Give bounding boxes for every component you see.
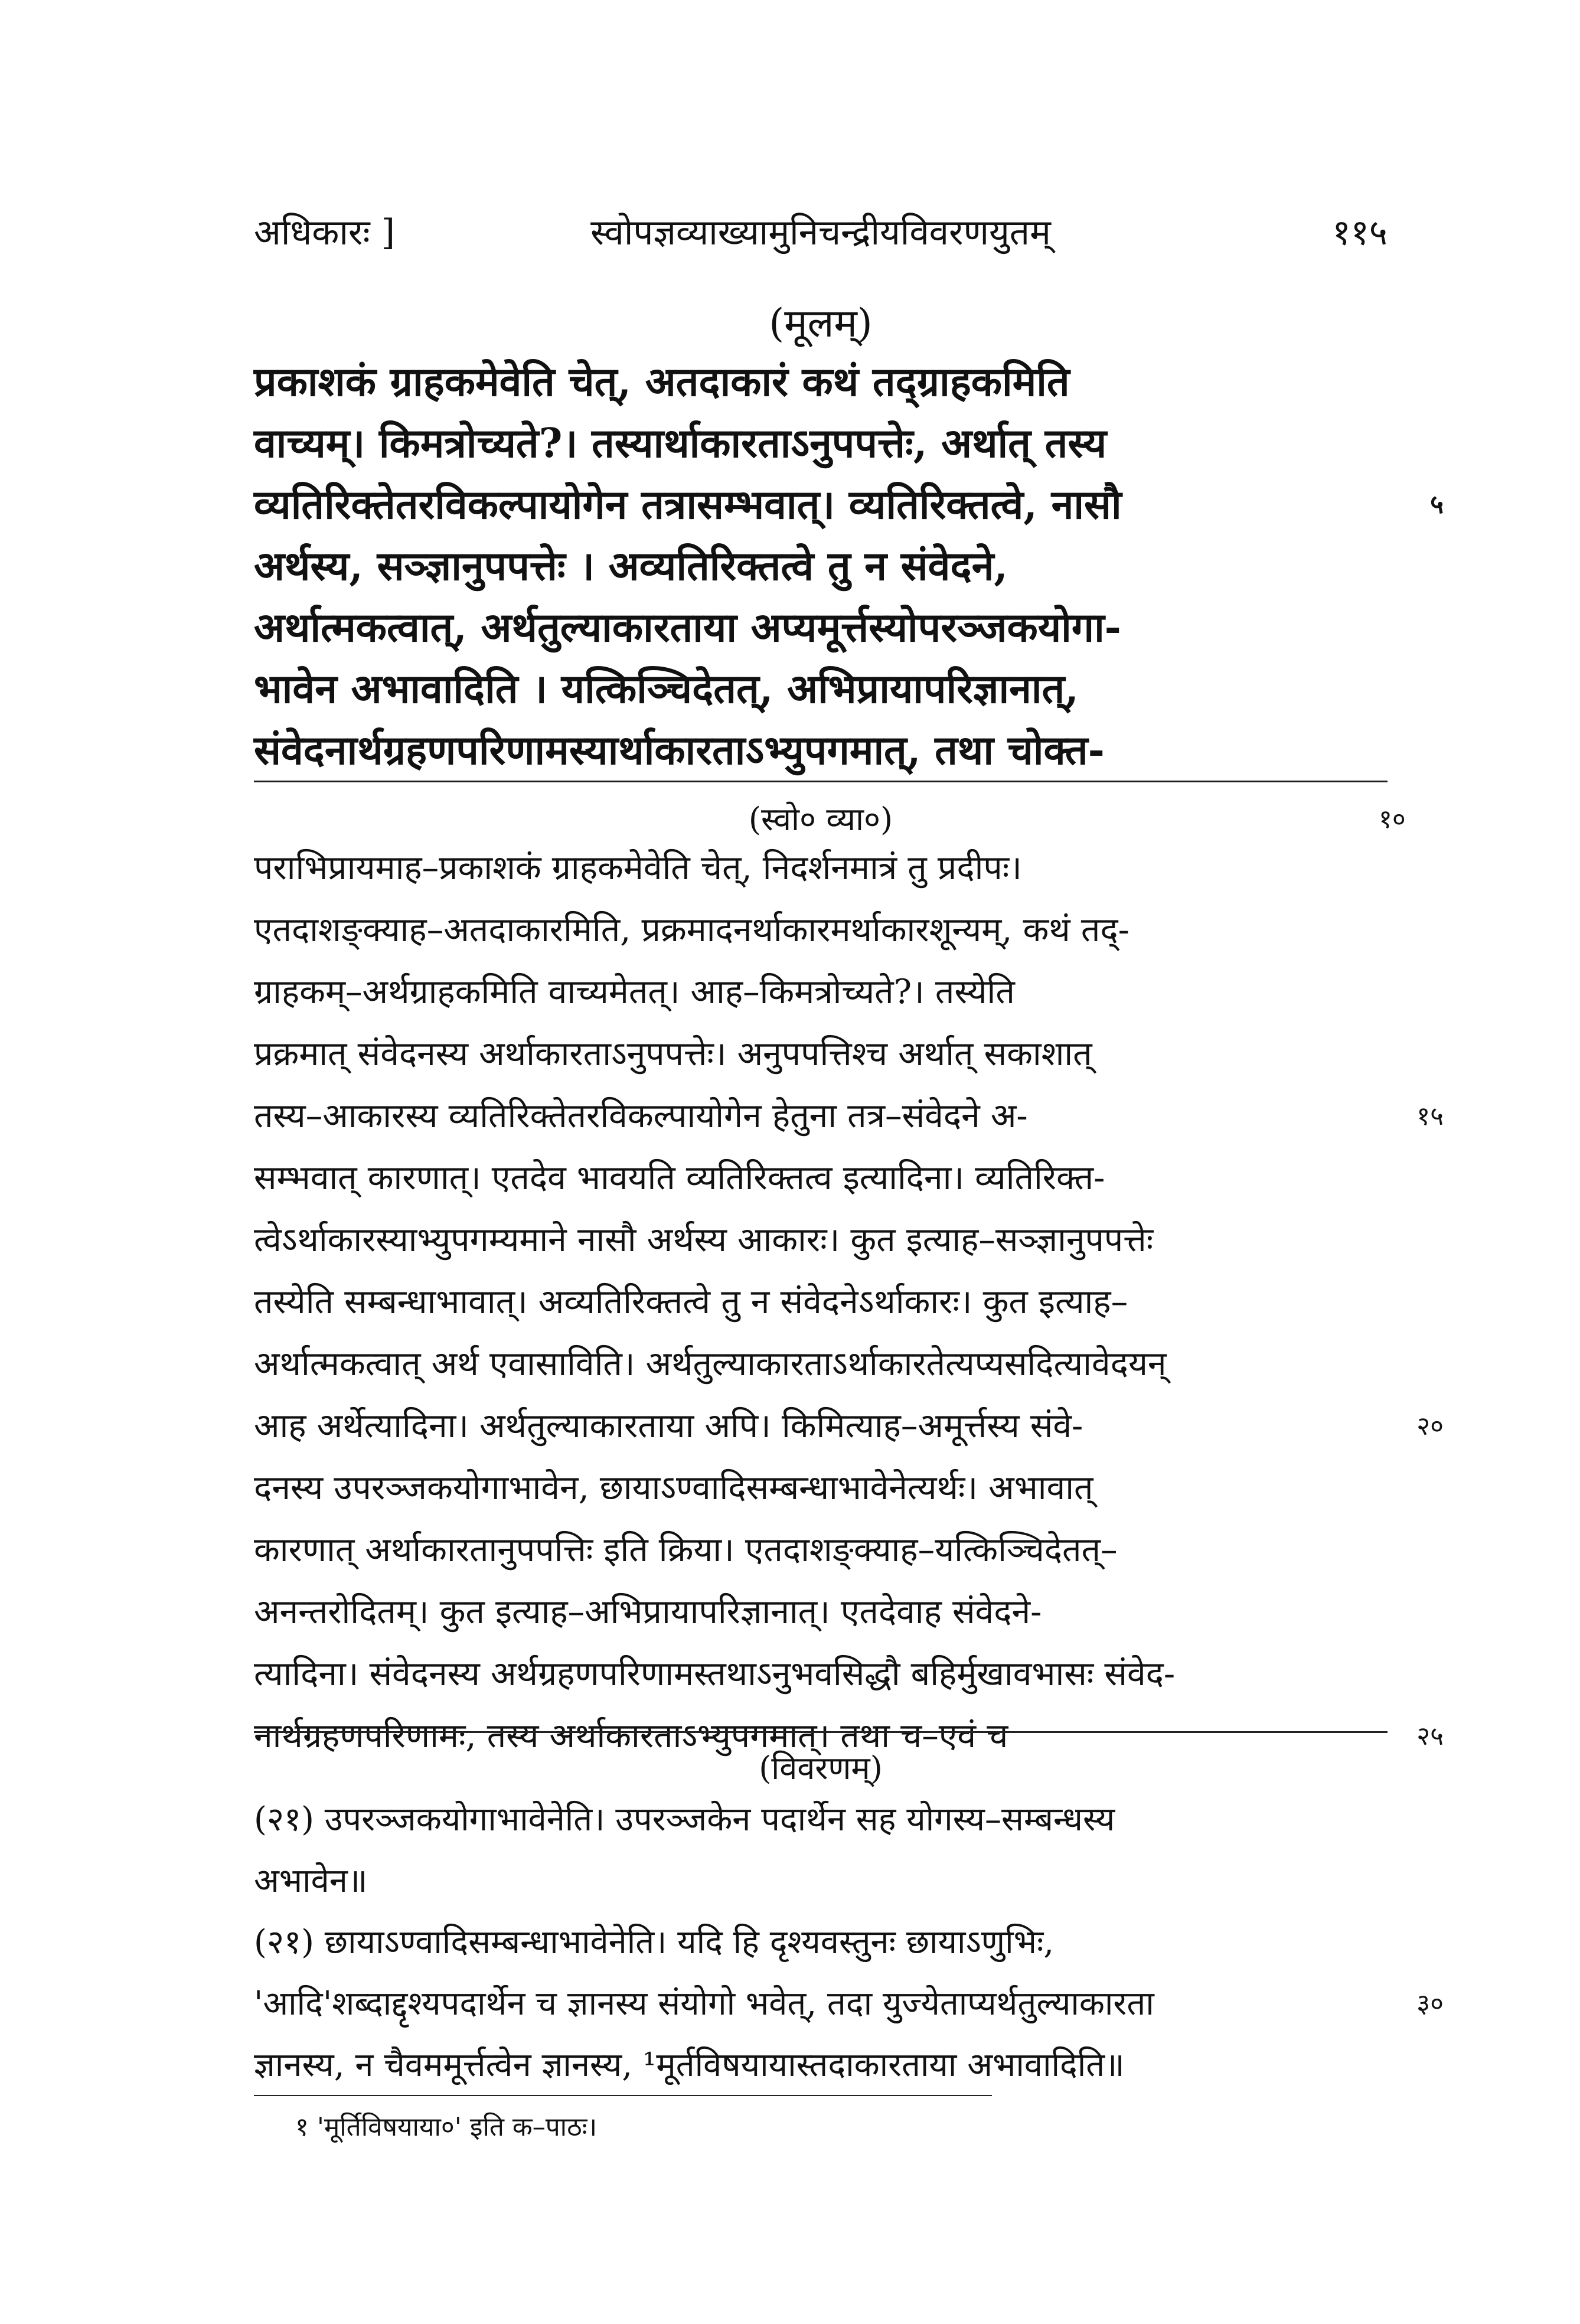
line-number: ५: [1430, 489, 1444, 520]
line-number: २५: [1416, 1721, 1444, 1751]
root-line: संवेदनार्थग्रहणपरिणामस्यार्थाकारताऽभ्युपगमात्, तथा चोक्त-: [254, 727, 1105, 774]
footnote-divider: [254, 2095, 992, 2096]
root-line: वाच्यम्। किमत्रोच्यते?। तस्यार्थाकारताऽनुपपत्तेः, अर्थात् तस्य: [254, 420, 1107, 467]
root-line: भावेन अभावादिति । यत्किञ्चिदेतत्, अभिप्रायापरिज्ञानात्,: [254, 665, 1079, 713]
line-number: १५: [1416, 1101, 1444, 1131]
vivarana-line: अभावेन॥: [254, 1862, 368, 1900]
commentary-line: आह अर्थेत्यादिना। अर्थतुल्याकारताया अपि। किमित्याह–अमूर्त्तस्य संवे- २०: [254, 1395, 1388, 1457]
commentary-line: त्यादिना। संवेदनस्य अर्थग्रहणपरिणामस्तथाऽनुभवसिद्धौ बहिर्मुखावभासः संवेद-: [254, 1654, 1176, 1693]
section-divider: [254, 1731, 1388, 1733]
vivarana-title: (विवरणम्): [759, 1749, 883, 1787]
commentary-line: ग्राहकम्–अर्थग्राहकमिति वाच्यमेतत्। आह–किमत्रोच्यते?। तस्येति: [254, 972, 1015, 1011]
root-line: अर्थात्मकत्वात्, अर्थतुल्याकारताया अप्यमूर्त्तस्योपरञ्जकयोगा-: [254, 604, 1121, 651]
commentary-line: त्वेऽर्थाकारस्याभ्युपगम्यमाने नासौ अर्थस्य आकारः। कुत इत्याह–सञ्ज्ञानुपपत्तेः: [254, 1220, 1154, 1259]
commentary-title: (स्वो० व्या०): [748, 801, 893, 838]
vivarana-line: (२१) उपरञ्जकयोगाभावेनेति। उपरञ्जकेन पदार्थेन सह योगस्य–सम्बन्धस्य: [254, 1800, 1115, 1839]
commentary-line: अनन्तरोदितम्। कुत इत्याह–अभिप्रायापरिज्ञानात्। एतदेवाह संवेदने-: [254, 1592, 1042, 1631]
root-text: [254, 351, 1444, 781]
root-line: व्यतिरिक्तेतरविकल्पायोगेन तत्रासम्भवात्। व्यतिरिक्तत्वे, नासौ ५: [254, 474, 1388, 536]
vivarana-text: [254, 1789, 1444, 2096]
running-header: [254, 207, 1388, 260]
section-divider: [254, 781, 1388, 782]
root-line: प्रकाशकं ग्राहकमेवेति चेत्, अतदाकारं कथं तद्ग्राहकमिति: [254, 358, 1070, 406]
line-number: २०: [1416, 1411, 1444, 1441]
vivarana-line: ज्ञानस्य, न चैवममूर्त्तत्वेन ज्ञानस्य, ¹मूर्तविषयायास्तदाकारताया अभावादिति॥: [254, 2046, 1125, 2084]
book-title: स्वोपज्ञव्याख्यामुनिचन्द्रीयविवरणयुतम्: [590, 212, 1051, 253]
footnote: १ 'मूर्तिविषयाया०' इति क–पाठः।: [295, 2112, 598, 2142]
page-number: ११५: [1332, 212, 1388, 253]
vivarana-line: (२१) छायाऽण्वादिसम्बन्धाभावेनेति। यदि हि दृश्यवस्तुनः छायाऽणुभिः,: [254, 1923, 1055, 1961]
commentary-line: तस्येति सम्बन्धाभावात्। अव्यतिरिक्तत्वे तु न संवेदनेऽर्थाकारः। कुत इत्याह–: [254, 1282, 1128, 1321]
commentary-line: अर्थात्मकत्वात् अर्थ एवासाविति। अर्थतुल्याकारताऽर्थाकारतेत्यप्यसदित्यावेदयन्: [254, 1344, 1167, 1383]
commentary-line: पराभिप्रायमाह–प्रकाशकं ग्राहकमेवेति चेत्, निदर्शनमात्रं तु प्रदीपः।: [254, 848, 1022, 887]
root-line: अर्थस्य, सञ्ज्ञानुपपत्तेः । अव्यतिरिक्तत्वे तु न संवेदने,: [254, 543, 1008, 590]
commentary-line: कारणात् अर्थाकारतानुपपत्तिः इति क्रिया। एतदाशङ्क्याह–यत्किञ्चिदेतत्–: [254, 1530, 1118, 1569]
commentary-line: एतदाशङ्क्याह–अतदाकारमिति, प्रक्रमादनर्थाकारमर्थाकारशून्यम्, कथं तद्-: [254, 910, 1129, 949]
commentary-line: प्रक्रमात् संवेदनस्य अर्थाकारताऽनुपपत्तेः। अनुपपत्तिश्च अर्थात् सकाशात्: [254, 1034, 1092, 1073]
commentary-line: सम्भवात् कारणात्। एतदेव भावयति व्यतिरिक्तत्व इत्यादिना। व्यतिरिक्त-: [254, 1158, 1105, 1197]
vivarana-line: 'आदि'शब्दाद्दृश्यपदार्थेन च ज्ञानस्य संयोगो भवेत्, तदा युज्येताप्यर्थतुल्याकारता ३०: [254, 1973, 1388, 2035]
commentary-line: तस्य–आकारस्य व्यतिरिक्तेतरविकल्पायोगेन हेतुना तत्र–संवेदने अ- १५: [254, 1085, 1388, 1147]
root-text-title: (मूलम्): [769, 301, 873, 346]
commentary-line: नार्थग्रहणपरिणामः, तस्य अर्थाकारताऽभ्युपगमात्। तथा च–एवं च २५: [254, 1705, 1388, 1767]
chapter-label: अधिकारः ]: [254, 212, 396, 253]
commentary-line: दनस्य उपरञ्जकयोगाभावेन, छायाऽण्वादिसम्बन्धाभावेनेत्यर्थः। अभावात्: [254, 1468, 1093, 1507]
commentary-text: [254, 837, 1444, 1767]
line-number: ३०: [1416, 1989, 1444, 2019]
line-number: १०: [1379, 804, 1406, 834]
